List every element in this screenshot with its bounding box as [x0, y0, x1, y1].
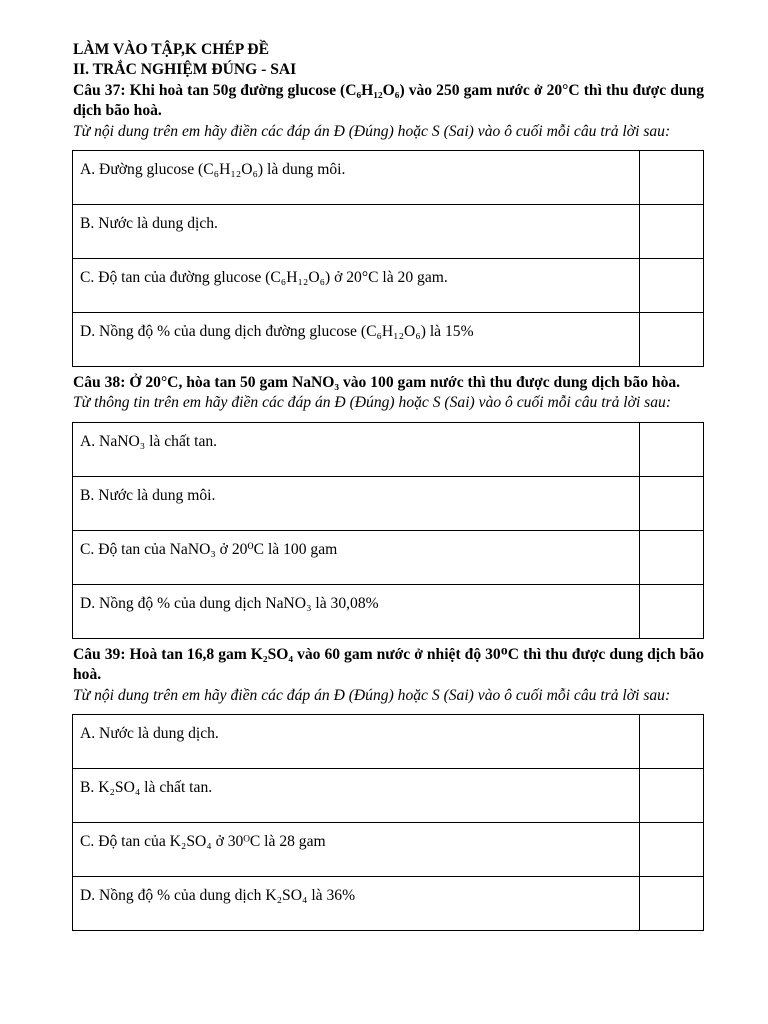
statement-cell: B. K₂SO₄ là chất tan. [73, 769, 640, 823]
question-37-answer-table [72, 150, 704, 367]
statement-cell: B. Nước là dung môi. [73, 476, 640, 530]
answer-box[interactable] [640, 769, 704, 823]
question-37-label: Câu 37: [73, 81, 126, 99]
table-row [73, 584, 704, 638]
statement-cell: A. Nước là dung dịch. [73, 715, 640, 769]
question-37 [73, 81, 704, 122]
statement-cell: D. Nồng độ % của dung dịch K₂SO₄ là 36% [73, 877, 640, 931]
question-37-text: Khi hoà tan 50g đường glucose (C₆H₁₂O₆) vào 250 gam nước ở 20°C thì thu được dung dịch bão hoà. [73, 81, 705, 120]
question-38-label: Câu 38: [73, 374, 126, 392]
table-row [73, 877, 704, 931]
table-row [73, 259, 704, 313]
table-row [73, 530, 704, 584]
answer-box[interactable] [640, 151, 704, 205]
question-38 [73, 373, 704, 393]
question-39-text: Hoà tan 16,8 gam K₂SO₄ vào 60 gam nước ở nhiệt độ 30ᴼC thì thu được dung dịch bão hoà. [73, 645, 704, 684]
answer-box[interactable] [640, 422, 704, 476]
table-row [73, 823, 704, 877]
table-row [73, 313, 704, 367]
table-row [73, 205, 704, 259]
answer-box[interactable] [640, 205, 704, 259]
statement-cell: C. Độ tan của đường glucose (C₆H₁₂O₆) ở 20°C là 20 gam. [73, 259, 640, 313]
question-38-instruction: Từ thông tin trên em hãy điền các đáp án Đ (Đúng) hoặc S (Sai) vào ô cuối mỗi câu trả lời sau: [73, 394, 672, 412]
statement-cell: B. Nước là dung dịch. [73, 205, 640, 259]
answer-box[interactable] [640, 530, 704, 584]
answer-box[interactable] [640, 313, 704, 367]
table-row [73, 769, 704, 823]
table-row [73, 151, 704, 205]
answer-box[interactable] [640, 715, 704, 769]
question-39-instruction: Từ nội dung trên em hãy điền các đáp án Đ (Đúng) hoặc S (Sai) vào ô cuối mỗi câu trả lời sau: [73, 686, 671, 704]
answer-box[interactable] [640, 259, 704, 313]
answer-box[interactable] [640, 476, 704, 530]
table-row [73, 715, 704, 769]
worksheet-content [73, 40, 704, 931]
section-title: II. TRẮC NGHIỆM ĐÚNG - SAI [73, 61, 297, 79]
answer-box[interactable] [640, 823, 704, 877]
statement-cell: D. Nồng độ % của dung dịch đường glucose (C₆H₁₂O₆) là 15% [73, 313, 640, 367]
statement-cell: C. Độ tan của K₂SO₄ ở 30ᴼC là 28 gam [73, 823, 640, 877]
statement-cell: C. Độ tan của NaNO₃ ở 20⁰C là 100 gam [73, 530, 640, 584]
question-39-label: Câu 39: [73, 645, 126, 663]
statement-cell: D. Nồng độ % của dung dịch NaNO₃ là 30,08% [73, 584, 640, 638]
question-37-instruction: Từ nội dung trên em hãy điền các đáp án Đ (Đúng) hoặc S (Sai) vào ô cuối mỗi câu trả lời sau: [73, 122, 671, 140]
statement-cell: A. Đường glucose (C₆H₁₂O₆) là dung môi. [73, 151, 640, 205]
table-row [73, 422, 704, 476]
answer-box[interactable] [640, 584, 704, 638]
question-38-text: Ở 20°C, hòa tan 50 gam NaNO₃ vào 100 gam nước thì thu được dung dịch bão hòa. [129, 374, 681, 392]
question-39-answer-table [72, 714, 704, 931]
header-instruction: LÀM VÀO TẬP,K CHÉP ĐỀ [73, 41, 269, 58]
question-38-answer-table [72, 422, 704, 639]
statement-cell: A. NaNO₃ là chất tan. [73, 422, 640, 476]
table-row [73, 476, 704, 530]
answer-box[interactable] [640, 877, 704, 931]
question-39 [73, 645, 704, 686]
